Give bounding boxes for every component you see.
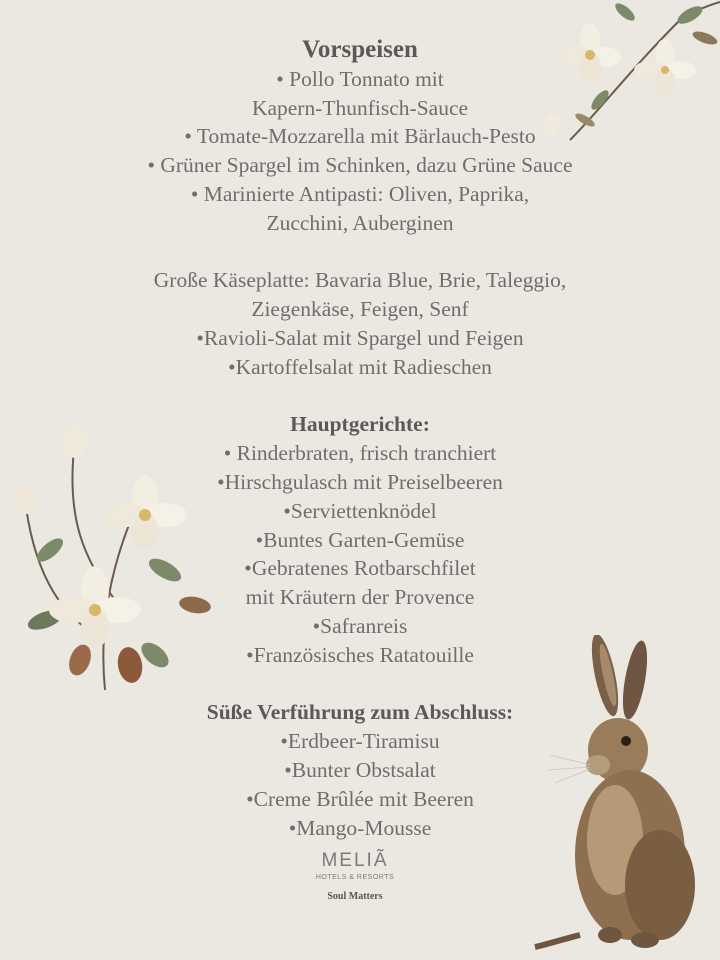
menu-line: •Buntes Garten-Gemüse	[255, 527, 465, 552]
menu-line: • Marinierte Antipasti: Oliven, Paprika,	[190, 181, 530, 206]
mains-heading: Hauptgerichte:	[290, 412, 430, 437]
menu-line: •Gebratenes Rotbarschfilet	[244, 556, 476, 581]
menu-line: •Hirschgulasch mit Preiselbeeren	[217, 469, 503, 494]
menu-line: •Serviettenknödel	[283, 498, 437, 523]
spacer	[0, 382, 720, 411]
menu-line: Zucchini, Auberginen	[266, 210, 454, 235]
spacer	[0, 670, 720, 699]
menu-line: •Erdbeer-Tiramisu	[280, 729, 440, 754]
menu-line: • Pollo Tonnato mit	[276, 66, 444, 91]
menu-line: •Safranreis	[312, 613, 408, 638]
menu-line: •Kartoffelsalat mit Radieschen	[228, 354, 492, 379]
menu-line: • Grüner Spargel im Schinken, dazu Grüne Sauce	[147, 153, 573, 178]
menu-line: • Tomate-Mozzarella mit Bärlauch-Pesto	[184, 124, 536, 149]
menu-card	[0, 36, 720, 842]
dessert-heading: Süße Verführung zum Abschluss:	[206, 700, 514, 725]
menu-line: •Ravioli-Salat mit Spargel und Feigen	[196, 325, 524, 350]
menu-line: •Creme Brûlée mit Beeren	[246, 786, 474, 811]
menu-line: • Rinderbraten, frisch tranchiert	[223, 441, 497, 466]
menu-line: •Bunter Obstsalat	[284, 757, 436, 782]
menu-line: •Mango-Mousse	[288, 815, 432, 840]
brand-tagline: HOTELS & RESORTS	[315, 874, 395, 881]
menu-line: Kapern-Thunfisch-Sauce	[251, 95, 469, 120]
menu-line: •Französisches Ratatouille	[246, 642, 474, 667]
melia-logo: MELIÃ	[321, 850, 389, 871]
menu-line: Große Käseplatte: Bavaria Blue, Brie, Taleggio,	[153, 268, 567, 293]
menu-line: Ziegenkäse, Feigen, Senf	[251, 297, 469, 322]
starters-heading: Vorspeisen	[302, 36, 418, 63]
menu-line: mit Kräutern der Provence	[245, 585, 475, 610]
spacer	[0, 238, 720, 267]
brand-block	[270, 850, 440, 902]
brand-slogan: Soul Matters	[327, 891, 383, 902]
